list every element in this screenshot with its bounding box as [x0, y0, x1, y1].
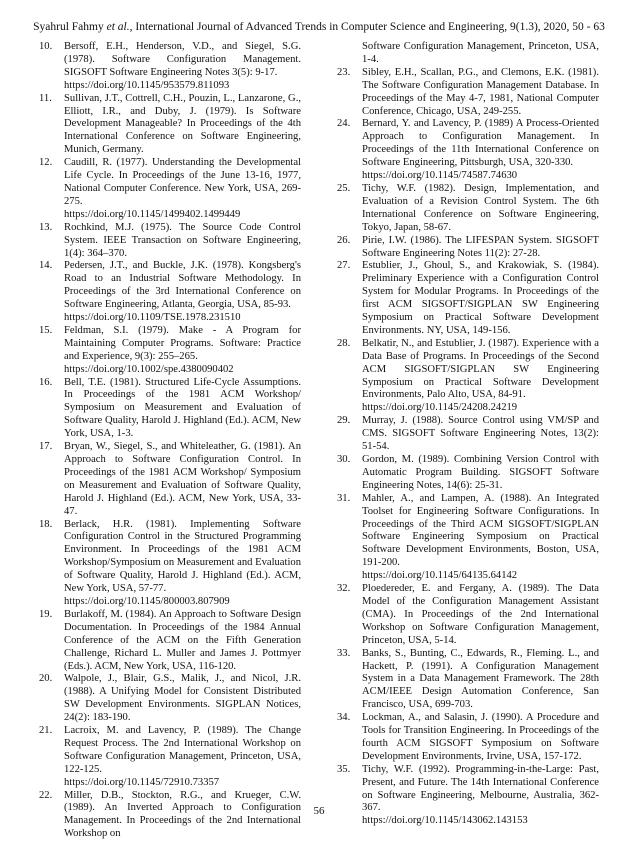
reference-number: 13.	[39, 221, 53, 233]
reference-number: 21.	[39, 725, 53, 737]
reference-text: Walpole, J., Blair, G.S., Malik, J., and Nicol, J.R. (1988). A Unifying Model for Consistent Distributed SW Development Environments. SIGPLAN Notices, 24(2): 183-190.	[64, 673, 301, 724]
reference-item	[337, 183, 599, 235]
references-column-right	[337, 41, 599, 828]
reference-text: Bell, T.E. (1981). Structured Life-Cycle Assumptions. In Proceedings of the 1981 ACM Workshop/ Symposium on Measurement and Evaluation of Software Quality, Harold J. Highland (Ed.). ACM, New York, USA, 1-3.	[64, 376, 301, 440]
reference-text: Sullivan, J.T., Cottrell, C.H., Pouzin, L., Lanzarone, G., Elliott, I.R., and Duby, J. (1979). Is Software Development Manageable? In Proceedings of the 4th International Conference on Software Engineering, Munich, Germany.	[64, 92, 301, 156]
reference-text: Pirie, I.W. (1986). The LIFESPAN System. SIGSOFT Software Engineering Notes 11(2): 27-28.	[362, 234, 599, 259]
reference-number: 12.	[39, 157, 53, 169]
reference-item	[337, 712, 599, 764]
reference-item	[337, 67, 599, 119]
reference-text: Ploedereder, E. and Fergany, A. (1989). The Data Model of the Configuration Management Assistant (CMA). In Proceedings of the 2nd International Workshop on Software Configuration Management, Princeton, USA, 5-14.	[362, 583, 599, 646]
reference-number: 11.	[39, 92, 52, 104]
header-authors: Syahrul Fahmy	[33, 21, 107, 33]
reference-number: 22.	[39, 789, 53, 801]
reference-doi-link[interactable]: https://doi.org/10.1145/800003.807909	[64, 595, 230, 607]
reference-text: Murray, J. (1988). Source Control using VM/SP and CMS. SIGSOFT Software Engineering Notes, 13(2): 51-54.	[362, 415, 599, 453]
reference-item	[337, 118, 599, 183]
reference-item	[39, 157, 301, 222]
page-number: 56	[313, 805, 325, 817]
reference-item	[39, 325, 301, 377]
reference-text: Burlakoff, M. (1984). An Approach to Software Design Documentation. In Proceedings of the 1984 Annual Conference of the ACM on the Fifth Generation Challenge, Richard L. Muller and James J. Pottmyer (Eds.). ACM, New York, USA, 116-120.	[64, 608, 301, 672]
reference-doi-link[interactable]: https://doi.org/10.1145/1499402.1499449	[64, 208, 241, 220]
reference-text: Lockman, A., and Salasin, J. (1990). A Procedure and Tools for Transition Engineering. In Proceedings of the fourth ACM SIGSOFT Symposium on Software Development Environments, Irvine, USA, 157-172.	[362, 712, 599, 762]
reference-item	[337, 41, 599, 67]
reference-text: Mahler, A., and Lampen, A. (1988). An Integrated Toolset for Engineering Software Configurations. In Proceedings of the Third ACM SIGSOFT/SIGPLAN Software Engineering Symposium on Practical Software Development Environments, Boston, USA, 191-200.	[362, 492, 599, 569]
reference-text: Miller, D.B., Stockton, R.G., and Krueger, C.W. (1989). An Inverted Approach to Configuration Management. In Proceedings of the 2nd International Workshop on	[64, 789, 301, 840]
reference-number: 14.	[39, 260, 53, 272]
reference-number: 30.	[337, 454, 351, 465]
reference-number: 15.	[39, 324, 53, 336]
reference-number: 34.	[337, 712, 351, 724]
reference-number: 10.	[39, 41, 53, 52]
reference-number: 25.	[337, 182, 351, 194]
reference-number: 24.	[337, 118, 351, 130]
reference-text: Bryan, W., Siegel, S., and Whiteleather, G. (1981). An Approach to Software Configuration Control. In Proceedings of the 1981 ACM Workshop/ Symposium on Measurement and Evaluation of Software Quality, Harold J. Highland (Ed.). ACM, New York, USA, 33-47.	[64, 441, 301, 517]
reference-item	[39, 519, 301, 609]
reference-item	[337, 493, 599, 583]
reference-number: 18.	[39, 518, 53, 530]
reference-item	[337, 454, 599, 493]
reference-item	[39, 609, 301, 674]
reference-number: 27.	[337, 260, 351, 272]
reference-number: 29.	[337, 415, 351, 427]
reference-item	[337, 583, 599, 648]
reference-number: 20.	[39, 673, 53, 685]
reference-text: Bersoff, E.H., Henderson, V.D., and Siegel, S.G. (1978). Software Configuration Management. SIGSOFT Software Engineering Notes 3(5): 9-17.	[64, 41, 301, 78]
reference-text: Feldman, S.I. (1979). Make - A Program for Maintaining Computer Programs. Software: Practice and Experience, 9(3): 255–265.	[64, 324, 301, 362]
reference-item	[39, 93, 301, 158]
reference-item	[39, 725, 301, 790]
reference-item	[337, 235, 599, 261]
reference-doi-link[interactable]: https://doi.org/10.1145/953579.811093	[64, 79, 230, 91]
reference-item	[39, 260, 301, 325]
reference-text: Rochkind, M.J. (1975). The Source Code Control System. IEEE Transaction on Software Engineering, 1(4): 364–370.	[64, 221, 301, 259]
reference-number: 19.	[39, 608, 53, 620]
reference-doi-link[interactable]: https://doi.org/10.1145/143062.143153	[362, 815, 528, 827]
reference-item	[39, 377, 301, 442]
reference-item	[337, 648, 599, 713]
reference-item	[39, 222, 301, 261]
reference-number: 28.	[337, 337, 351, 349]
reference-text: Sibley, E.H., Scallan, P.G., and Clemons, E.K. (1981). The Software Configuration Management Database. In Proceedings of the May 4-7, 1981, National Computer Conference, Chicago, USA, 249-255.	[362, 66, 599, 117]
header-etal: et al.	[106, 21, 130, 33]
reference-number: 35.	[337, 763, 351, 775]
reference-doi-link[interactable]: https://doi.org/10.1109/TSE.1978.231510	[64, 312, 241, 324]
header-journal: , International Journal of Advanced Trends in Computer Science and Engineering, 9(1.3), 2020, 50 - 63	[129, 21, 605, 33]
reference-number: 23.	[337, 66, 351, 78]
reference-number: 17.	[39, 441, 53, 453]
reference-item	[337, 764, 599, 829]
reference-text: Software Configuration Management, Princeton, USA, 1-4.	[362, 41, 599, 65]
reference-text: Pedersen, J.T., and Buckle, J.K. (1978). Kongsberg's Road to an Industrial Software Methodology. In Proceedings of the 3rd International Conference on Software Engineering, Atlanta, Georgia, USA, 85-93.	[64, 260, 301, 311]
reference-text: Bernard, Y. and Lavency, P. (1989) A Process-Oriented Approach to Configuration Management. In Proceedings of the 11th International Conference on Software Engineering, Pittsburgh, USA, 320-330.	[362, 118, 599, 169]
reference-doi-link[interactable]: https://doi.org/10.1002/spe.4380090402	[64, 363, 234, 375]
reference-number: 32.	[337, 583, 351, 595]
reference-text: Belkatir, N., and Estublier, J. (1987). Experience with a Data Base of Programs. In Proceedings of the Second ACM SIGSOFT/SIGPLAN SW Engineering Symposium on Practical Software Development Environments, Palo Alto, USA, 84-91.	[362, 337, 599, 401]
reference-item	[337, 260, 599, 337]
references-column-left	[39, 41, 301, 841]
reference-text: Lacroix, M. and Lavency, P. (1989). The Change Request Process. The 2nd International Workshop on Software Configuration Management, Princeton, USA, 122-125.	[64, 725, 301, 775]
reference-item	[337, 415, 599, 454]
reference-item	[337, 338, 599, 415]
reference-text: Banks, S., Bunting, C., Edwards, R., Fleming. L., and Hackett, P. (1991). A Configuration Management System in a Data Management Framework. The 28th ACM/IEEE Design Automation Conference, San Francisco, USA, 699-703.	[362, 647, 599, 711]
reference-item	[39, 41, 301, 93]
reference-doi-link[interactable]: https://doi.org/10.1145/24208.24219	[362, 402, 518, 414]
reference-doi-link[interactable]: https://doi.org/10.1145/74587.74630	[362, 170, 518, 182]
reference-text: Tichy, W.F. (1982). Design, Implementation, and Evaluation of a Revision Control System. The 6th International Conference on Software Engineering, Tokyo, Japan, 58-67.	[362, 182, 599, 233]
reference-text: Berlack, H.R. (1981). Implementing Software Configuration Control in the Structured Programming Environment. In Proceedings of the 1981 ACM Workshop/Symposium on Measurement and Evaluation of Software Quality, Harold J. Highland (Ed.). ACM, New York, USA, 57-77.	[64, 518, 301, 595]
reference-text: Estublier, J., Ghoul, S., and Krakowiak, S. (1984). Preliminary Experience with a Configuration Control System for Modular Programs. In Proceedings of the first ACM SIGSOFT/SIGPLAN SW Engineering Symposium on Practical Software Development Environments. NY, USA, 149-156.	[362, 260, 599, 336]
reference-number: 26.	[337, 234, 351, 246]
reference-text: Gordon, M. (1989). Combining Version Control with Automatic Program Building. SIGSOFT Software Engineering Notes, 14(6): 25-31.	[362, 454, 599, 491]
reference-doi-link[interactable]: https://doi.org/10.1145/64135.64142	[362, 570, 518, 582]
running-header	[0, 20, 638, 34]
reference-item	[39, 441, 301, 518]
reference-number: 31.	[337, 492, 351, 504]
reference-item	[39, 673, 301, 725]
reference-text: Caudill, R. (1977). Understanding the Developmental Life Cycle. In Proceedings of the June 13-16, 1977, National Computer Conference. New York, USA, 269-275.	[64, 157, 301, 207]
reference-doi-link[interactable]: https://doi.org/10.1145/72910.73357	[64, 776, 220, 788]
reference-number: 16.	[39, 376, 53, 388]
reference-number: 33.	[337, 647, 351, 659]
reference-text: Tichy, W.F. (1992). Programming-in-the-Large: Past, Present, and Future. The 14th International Conference on Software Engineering, Melbourne, Australia, 362-367.	[362, 763, 599, 814]
